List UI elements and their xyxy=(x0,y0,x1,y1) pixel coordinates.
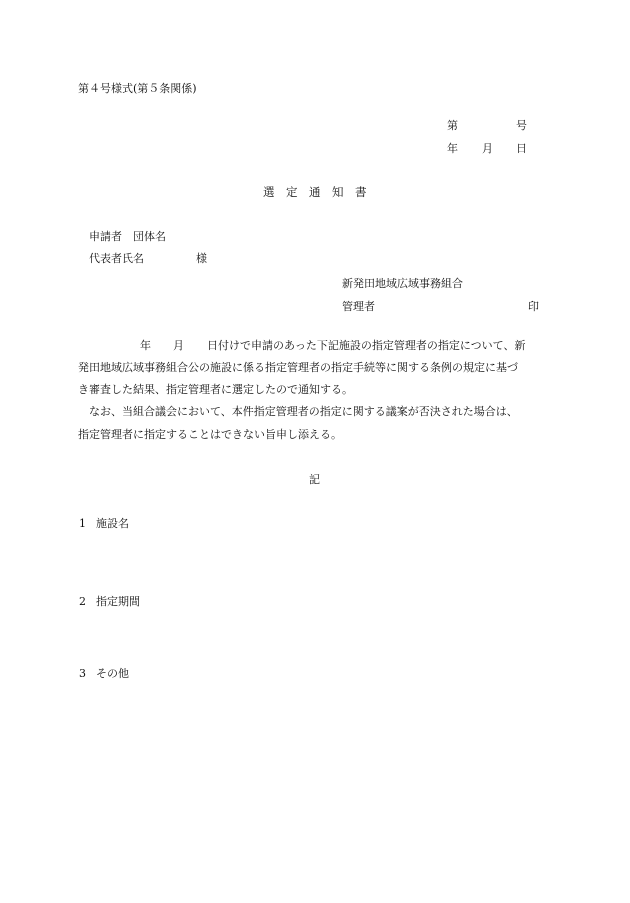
item-number: 2 xyxy=(79,595,86,608)
body-month: 月 xyxy=(173,339,184,352)
body-line-2: 発田地域広域事務組合公の施設に係る指定管理者の指定手続等に関する条例の規定に基づ xyxy=(78,361,518,374)
issuer-manager: 管理者 xyxy=(342,300,375,313)
date-day: 日 xyxy=(516,142,527,155)
item-number: 1 xyxy=(79,517,86,530)
number-prefix: 第 xyxy=(447,119,458,132)
item-label-other: その他 xyxy=(96,667,129,680)
ki-heading: 記 xyxy=(309,473,320,486)
item-number: 3 xyxy=(79,667,86,680)
body-year: 年 xyxy=(140,339,151,352)
date-month: 月 xyxy=(482,142,493,155)
body-line-5: 指定管理者に指定することはできない旨申し添える。 xyxy=(78,428,342,441)
body-line-1: 日付けで申請のあった下記施設の指定管理者の指定について、新 xyxy=(207,339,526,352)
item-label-period: 指定期間 xyxy=(96,595,140,608)
seal-mark: 印 xyxy=(528,300,539,313)
date-year: 年 xyxy=(447,142,458,155)
document-title: 選 定 通 知 書 xyxy=(263,185,367,199)
number-suffix: 号 xyxy=(516,119,527,132)
applicant-honorific: 様 xyxy=(196,252,207,265)
body-line-4: なお、当組合議会において、本件指定管理者の指定に関する議案が否決された場合は、 xyxy=(78,405,518,418)
issuer-organization: 新発田地域広域事務組合 xyxy=(342,277,463,290)
form-label: 第４号様式(第５条関係) xyxy=(78,82,197,95)
item-label-facility: 施設名 xyxy=(96,517,129,530)
applicant-org-line: 申請者 団体名 xyxy=(89,230,166,243)
applicant-rep-label: 代表者氏名 xyxy=(89,252,144,265)
body-line-3: き審査した結果、指定管理者に選定したので通知する。 xyxy=(78,383,353,396)
